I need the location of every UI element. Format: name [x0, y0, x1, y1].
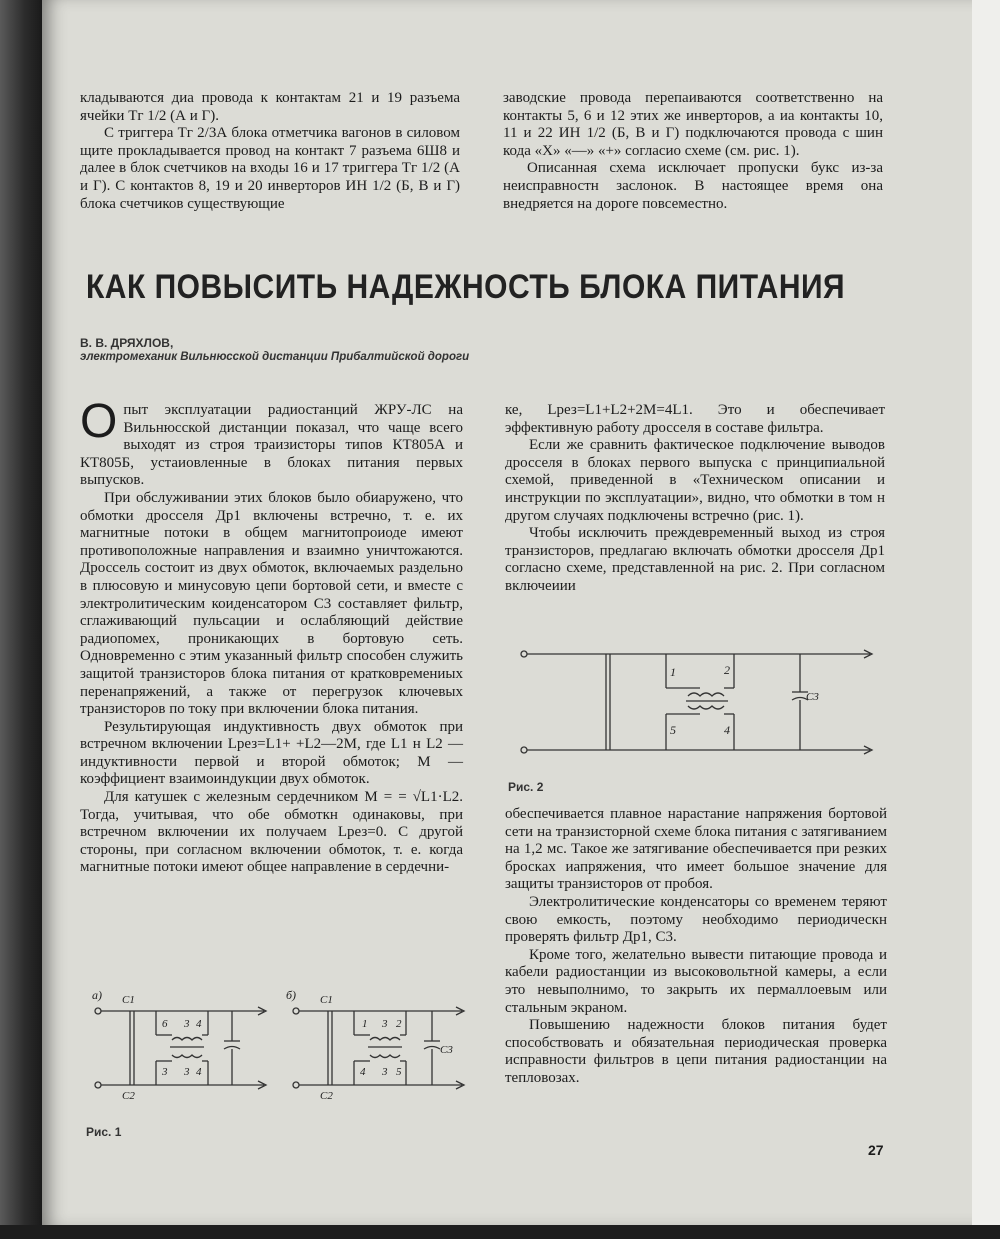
- fig2-label-2: 2: [724, 663, 730, 677]
- fig1a-p4: 3: [162, 1066, 168, 1078]
- fig2-label-c3: С3: [806, 691, 819, 703]
- fig1b-p6: 5: [396, 1066, 402, 1078]
- fig1a-p2: 3: [184, 1018, 190, 1030]
- fig1b-p3: 2: [396, 1018, 402, 1030]
- previous-article-right-column: [503, 90, 883, 213]
- author-position: электромеханик Вильнюсской дистанции Прибалтийской дороги: [80, 351, 470, 363]
- fig1a-c2: С2: [122, 1090, 135, 1102]
- page-binding-shadow: [0, 0, 42, 1239]
- article-right-column-top: [505, 402, 885, 596]
- fig1b-p4: 4: [360, 1066, 366, 1078]
- paragraph-text: пыт эксплуатации радиостанций ЖРУ-ЛС на Вильнюсской дистанции показал, что чаще всего выходят из строя траизисторы типов КТ805А и КТ805Б, устаиовленные в блоках питания первых выпусков.: [80, 402, 463, 489]
- paragraph: [80, 395, 463, 490]
- paragraph: Чтобы исключить преждевременный выход из строя транзисторов, предлагаю включать обмотки дросселя Др1 согласно схеме, представленной на рис. 2. При согласном включеиии: [505, 525, 885, 594]
- paragraph: ке, Lрез=L1+L2+2M=4L1. Это и обеспечивает эффективную работу дросселя в составе фильтра.: [505, 402, 885, 436]
- paragraph: Описанная схема исключает пропуски букс из-за неисправностн заслонок. В настоящее время она внедряется на дороге повсеместно.: [503, 160, 883, 212]
- fig1a-p3: 4: [196, 1018, 202, 1030]
- fig1b-c3: С3: [440, 1044, 453, 1056]
- figure-2-schematic: [510, 630, 890, 770]
- paragraph: Кроме того, желательно вывести питающие провода и кабели радиостанции из высоковольтной камеры, а если это невыполнимо, то закрыть их пермаллоевым или стальным экраном.: [505, 946, 887, 1016]
- paragraph: обеспечивается плавное нарастание напряжения бортовой сети на транзисторной схеме блока питания с затягиванием на 1,2 мс. Такое же затягивание обеспечивается при резких бросках иапряжения, что имеет большое значение для защиты транзисторов от пробоя.: [505, 806, 887, 893]
- paragraph: заводские провода перепаиваются соответственно на контакты 5, 6 и 12 этих же инверторов, а иа контакты 10, 11 и 22 ИН 1/2 (Б, В и Г) подключаются провода с шин кода «X» «—» «+» согласио схеме (см. рис. 1).: [503, 90, 883, 159]
- page-number: 27: [868, 1142, 884, 1158]
- figure-1b-schematic: [282, 985, 472, 1105]
- paragraph: Если же сравнить фактическое подключение выводов дросселя в блоках первого выпуска с принципиальной схемой, приведенной в «Техническом описании и инструкции по эксплуатации», видно, что обмотки в том н другом случаях подключены встречно (рис. 1).: [505, 437, 885, 524]
- figure-1-caption: Рис. 1: [86, 1125, 122, 1139]
- fig1b-c1: С1: [320, 994, 333, 1006]
- fig1b-p1: 1: [362, 1018, 368, 1030]
- paragraph: Электролитические конденсаторы со временем теряют свою емкость, поэтому необходимо периодическн проверять фильтр Др1, С3.: [505, 893, 887, 946]
- article-right-column-bottom: [505, 806, 887, 1088]
- fig1a-p6: 4: [196, 1066, 202, 1078]
- paragraph: При обслуживании этих блоков было обиаружено, что обмотки дросселя Др1 включены встречно, т. е. их магнитные потоки в общем магнитопроиоде имеют противоположные направления и взаимно уничтожаются. Дроссель состоит из двух обмоток, включаемых раздельно в плюсовую и минусовую цепи бортовой сети, и вместе с электролитическим коиденсатором С3 составляет фильтр, сглаживающий пульсации и ослабляющий действие радиопомех, проникающих в бортовую сеть. Одновременно с этим указанный фильтр способен служить защитой транзисторов блока питания от кратковремениых перенапряжений, а также от перегрузок ключевых транзисторов по току при включении блока питания.: [80, 489, 463, 718]
- article-title: КАК ПОВЫСИТЬ НАДЕЖНОСТЬ БЛОКА ПИТАНИЯ: [86, 268, 846, 306]
- article-left-column: [80, 395, 463, 877]
- fig2-label-5: 5: [670, 723, 676, 737]
- fig1b-c2: С2: [320, 1090, 333, 1102]
- fig1a-label: а): [92, 988, 102, 1002]
- figure-1a-schematic: [84, 985, 274, 1105]
- fig1b-p2: 3: [382, 1018, 388, 1030]
- fig1a-p1: 6: [162, 1018, 168, 1030]
- fig1b-label: б): [286, 988, 297, 1002]
- fig1b-p5: 3: [382, 1066, 388, 1078]
- figure-2-caption: Рис. 2: [508, 780, 544, 794]
- bottom-edge: [0, 1225, 1000, 1239]
- previous-article-left-column: [80, 90, 460, 213]
- author-name: В. В. ДРЯХЛОВ,: [80, 336, 174, 350]
- paragraph: Для катушек с железным сердечником M = = √L1·L2. Тогда, учитывая, что обе обмоткн одинаковы, при встречном включении их получаем Lрез=0. С другой стороны, при согласном включении обмоток, т. е. когда магнитные потоки имеют общее направление в сердечни-: [80, 789, 463, 876]
- drop-cap: О: [80, 395, 118, 448]
- paragraph: Повышению надежности блоков питания будет способствовать и обязательная периодическая проверка исправности фильтров в цепи питания радиостанции на тепловозах.: [505, 1017, 887, 1086]
- fig1a-p5: 3: [184, 1066, 190, 1078]
- paragraph: С триггера Тг 2/3А блока отметчика вагонов в силовом щите прокладывается провод на контакт 7 разъема 6Ш8 и далее в блок счетчиков на входы 16 и 17 триггера Тг 1/2 (А и Г). С контактов 8, 19 и 20 инверторов ИН 1/2 (Б, В и Г) блока счетчиков существующие: [80, 125, 460, 212]
- fig1a-c1: С1: [122, 994, 135, 1006]
- fig2-label-4: 4: [724, 723, 730, 737]
- right-margin: [972, 0, 1000, 1239]
- paragraph: Результирующая индуктивность двух обмоток при встречном включении Lрез=L1+ +L2—2M, где L1 н L2 — индуктивности первой и второй обмоток; М — коэффициент взаимоиндукции двух обмоток.: [80, 718, 463, 788]
- paragraph: кладываются диа провода к контактам 21 и 19 разъема ячейки Тг 1/2 (А и Г).: [80, 90, 460, 124]
- fig2-label-1: 1: [670, 665, 676, 679]
